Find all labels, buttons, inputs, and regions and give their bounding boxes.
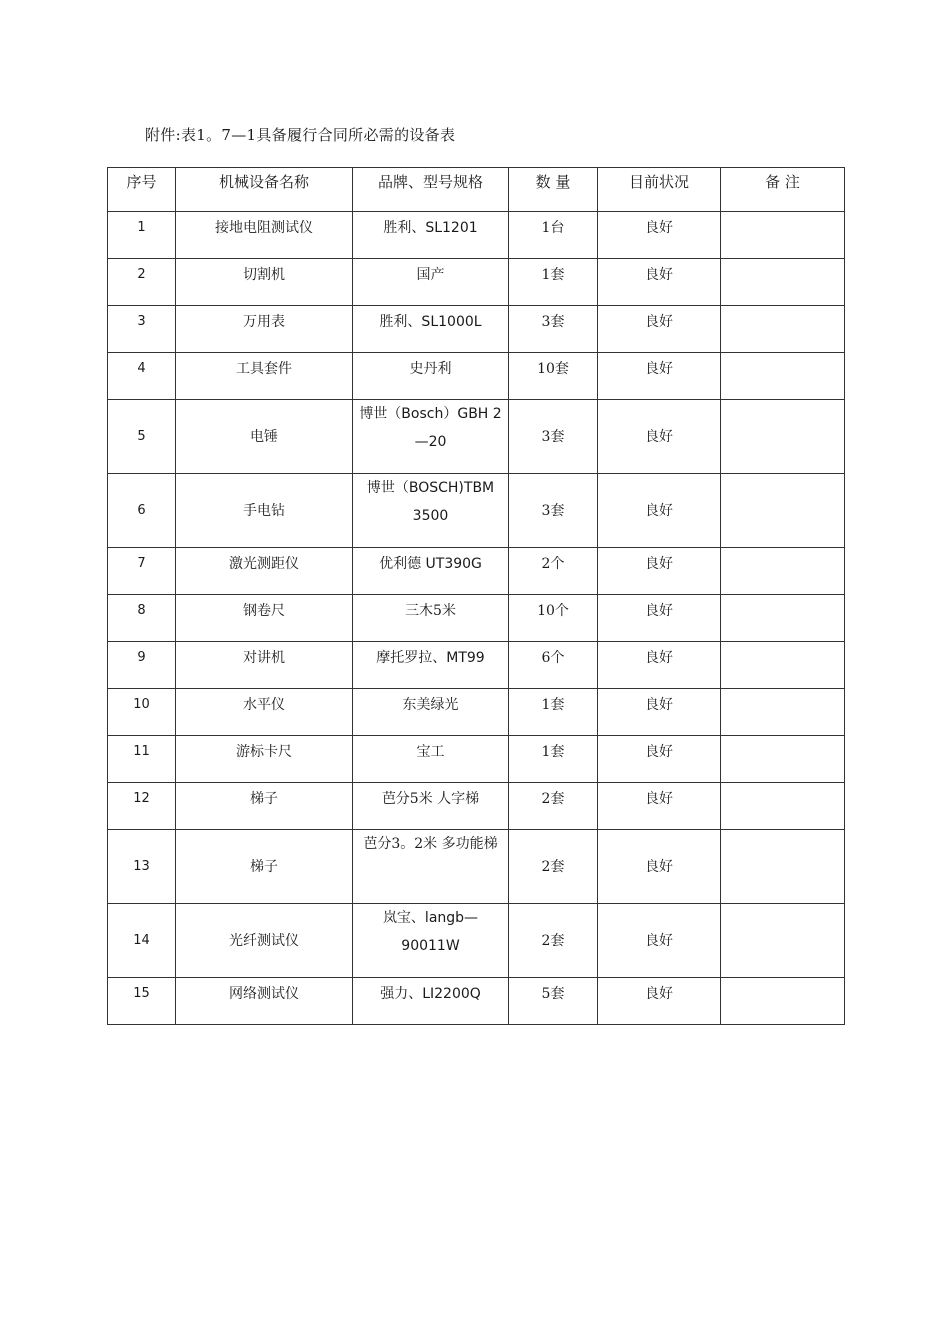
cell-no: 12 [108,783,176,830]
table-row [108,689,845,736]
cell-qty: 5套 [509,978,598,1025]
cell-qty: 1套 [509,736,598,783]
cell-model: 摩托罗拉、MT99 [353,642,509,689]
cell-name: 水平仪 [176,689,353,736]
cell-name: 激光测距仪 [176,548,353,595]
table-row [108,212,845,259]
cell-model: 芭分5米 人字梯 [353,783,509,830]
cell-name: 电锤 [176,400,353,474]
cell-qty: 6个 [509,642,598,689]
table-row [108,736,845,783]
cell-name: 对讲机 [176,642,353,689]
cell-remark [721,306,845,353]
cell-name: 网络测试仪 [176,978,353,1025]
cell-model: 胜利、SL1000L [353,306,509,353]
cell-qty: 2套 [509,830,598,904]
cell-name: 钢卷尺 [176,595,353,642]
cell-remark [721,783,845,830]
table-row [108,978,845,1025]
table-row [108,306,845,353]
cell-qty: 2个 [509,548,598,595]
cell-qty: 3套 [509,306,598,353]
cell-remark [721,978,845,1025]
cell-no: 15 [108,978,176,1025]
header-status: 目前状况 [598,168,721,212]
cell-no: 11 [108,736,176,783]
cell-model: 岚宝、langb—90011W [353,904,509,978]
cell-qty: 1套 [509,689,598,736]
cell-model: 宝工 [353,736,509,783]
cell-name: 梯子 [176,783,353,830]
cell-no: 7 [108,548,176,595]
cell-status: 良好 [598,689,721,736]
cell-remark [721,259,845,306]
cell-name: 光纤测试仪 [176,904,353,978]
cell-name: 工具套件 [176,353,353,400]
cell-status: 良好 [598,400,721,474]
cell-qty: 10套 [509,353,598,400]
cell-no: 6 [108,474,176,548]
cell-qty: 1台 [509,212,598,259]
cell-qty: 2套 [509,904,598,978]
cell-status: 良好 [598,259,721,306]
cell-status: 良好 [598,783,721,830]
table-row [108,548,845,595]
table-row [108,353,845,400]
cell-model: 强力、LI2200Q [353,978,509,1025]
cell-status: 良好 [598,474,721,548]
cell-status: 良好 [598,548,721,595]
cell-model: 三木5米 [353,595,509,642]
cell-qty: 3套 [509,400,598,474]
cell-qty: 1套 [509,259,598,306]
table-row [108,904,845,978]
cell-no: 8 [108,595,176,642]
cell-no: 5 [108,400,176,474]
cell-no: 13 [108,830,176,904]
cell-model: 芭分3。2米 多功能梯 [353,830,509,904]
cell-name: 手电钻 [176,474,353,548]
table-row [108,595,845,642]
cell-no: 3 [108,306,176,353]
header-no: 序号 [108,168,176,212]
cell-qty: 2套 [509,783,598,830]
cell-model: 博世（Bosch）GBH 2—20 [353,400,509,474]
cell-model: 胜利、SL1201 [353,212,509,259]
cell-model: 博世（BOSCH)TBM 3500 [353,474,509,548]
cell-remark [721,736,845,783]
cell-remark [721,353,845,400]
cell-remark [721,904,845,978]
table-header-row [108,168,845,212]
cell-status: 良好 [598,306,721,353]
table-caption: 附件:表1。7—1具备履行合同所必需的设备表 [145,126,456,144]
cell-status: 良好 [598,353,721,400]
cell-name: 接地电阻测试仪 [176,212,353,259]
cell-status: 良好 [598,736,721,783]
cell-model: 史丹利 [353,353,509,400]
cell-no: 2 [108,259,176,306]
table-row [108,830,845,904]
cell-status: 良好 [598,978,721,1025]
cell-remark [721,642,845,689]
cell-remark [721,830,845,904]
header-model: 品牌、型号规格 [353,168,509,212]
equipment-table [107,167,845,1025]
cell-model: 国产 [353,259,509,306]
cell-qty: 10个 [509,595,598,642]
header-qty: 数 量 [509,168,598,212]
cell-remark [721,548,845,595]
cell-remark [721,474,845,548]
cell-status: 良好 [598,830,721,904]
cell-name: 梯子 [176,830,353,904]
cell-name: 游标卡尺 [176,736,353,783]
cell-status: 良好 [598,642,721,689]
cell-no: 14 [108,904,176,978]
cell-remark [721,689,845,736]
cell-model: 优利德 UT390G [353,548,509,595]
cell-status: 良好 [598,904,721,978]
header-name: 机械设备名称 [176,168,353,212]
cell-qty: 3套 [509,474,598,548]
table-row [108,642,845,689]
cell-no: 10 [108,689,176,736]
cell-name: 万用表 [176,306,353,353]
table-row [108,783,845,830]
cell-status: 良好 [598,595,721,642]
cell-name: 切割机 [176,259,353,306]
table-row [108,259,845,306]
cell-model: 东美绿光 [353,689,509,736]
cell-remark [721,400,845,474]
cell-remark [721,212,845,259]
cell-no: 9 [108,642,176,689]
cell-remark [721,595,845,642]
header-remark: 备 注 [721,168,845,212]
table-row [108,474,845,548]
cell-status: 良好 [598,212,721,259]
cell-no: 1 [108,212,176,259]
table-row [108,400,845,474]
cell-no: 4 [108,353,176,400]
